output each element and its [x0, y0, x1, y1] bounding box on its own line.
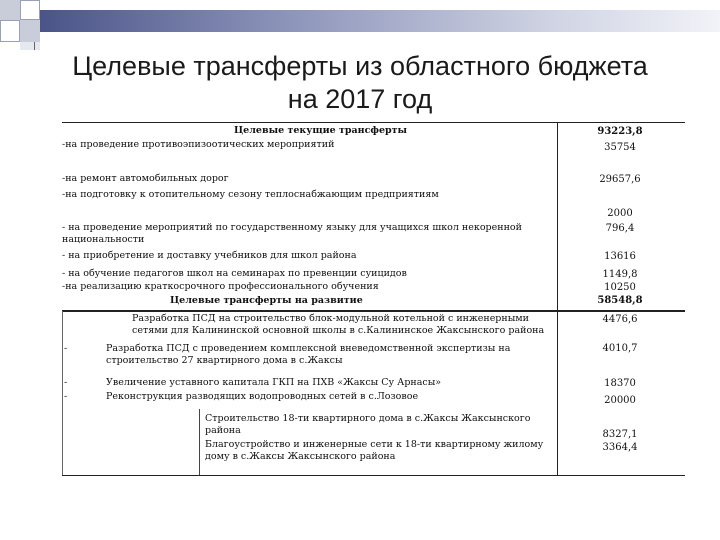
table-value: 4476,6: [602, 314, 638, 325]
table-row: -на ремонт автомобильных дорог: [62, 173, 229, 184]
table-row: Строительство 18-ти квартирного дома в с.Жаксы Жаксынского района: [205, 413, 531, 436]
dash: -: [64, 343, 68, 354]
table-row: Благоустройство и инженерные сети к 18-ти квартирному жилому дому в с.Жаксы Жаксынского района: [205, 439, 544, 462]
column-divider: [62, 311, 63, 475]
table-value: 4010,7: [602, 343, 638, 354]
title-line-2: на 2017 год: [287, 84, 433, 114]
current-transfers-table: [62, 122, 685, 312]
current-header: Целевые текущие трансферты: [234, 125, 408, 136]
table-value: 1149,8: [602, 269, 638, 280]
table-value: 29657,6: [599, 174, 641, 185]
table-row: - на проведение мероприятий по государственному языку для учащихся школ некоренной национальности: [62, 222, 522, 245]
table-value: 13616: [604, 251, 636, 262]
table-row: -на подготовку к отопительному сезону теплоснабжающим предприятиям: [62, 189, 439, 200]
table-row: -на проведение противоэпизоотических мероприятий: [62, 139, 335, 150]
table-row: Увеличение уставного капитала ГКП на ПХВ «Жаксы Су Арнасы»: [106, 377, 442, 388]
decor-square: [0, 0, 20, 20]
development-header-value: 58548,8: [597, 295, 643, 306]
table-value: 2000: [607, 208, 633, 219]
table-row: - на приобретение и доставку учебников для школ района: [62, 250, 357, 261]
decor-square: [0, 20, 20, 42]
development-header: Целевые трансферты на развитие: [170, 295, 363, 306]
table-value: 35754: [604, 142, 636, 153]
table-value: 18370: [604, 378, 636, 389]
dash: -: [64, 391, 68, 402]
decor-square: [20, 20, 40, 42]
current-header-value: 93223,8: [597, 126, 643, 137]
column-divider: [557, 123, 558, 311]
table-row: Разработка ПСД с проведением комплексной вневедомственной экспертизы на строительство 27 квартирного дома в с.Жаксы: [106, 343, 511, 366]
decor-line: [34, 42, 35, 50]
table-row: Реконструкция разводящих водопроводных сетей в с.Лозовое: [106, 391, 419, 402]
table-value: 10250: [604, 282, 636, 293]
column-divider: [199, 409, 200, 475]
table-value: 796,4: [605, 223, 635, 234]
dash: -: [64, 377, 68, 388]
development-transfers-table: [62, 310, 685, 476]
column-divider: [557, 311, 558, 475]
table-row: Разработка ПСД на строительство блок-модульной котельной с инженерными сетями для Калининской основной школы в с.Калининское Жаксынского района: [132, 313, 545, 336]
decor-square: [20, 0, 40, 20]
table-row: -на реализацию краткосрочного профессионального обучения: [62, 281, 379, 292]
header-band: [40, 10, 720, 32]
slide-title: [60, 50, 660, 116]
title-line-1: Целевые трансферты из областного бюджета: [72, 51, 648, 81]
table-row: - на обучение педагогов школ на семинарах по превенции суицидов: [62, 268, 407, 279]
table-value: 3364,4: [602, 442, 638, 453]
decor-square: [20, 42, 40, 50]
table-value: 8327,1: [602, 429, 638, 440]
table-value: 20000: [604, 395, 636, 406]
